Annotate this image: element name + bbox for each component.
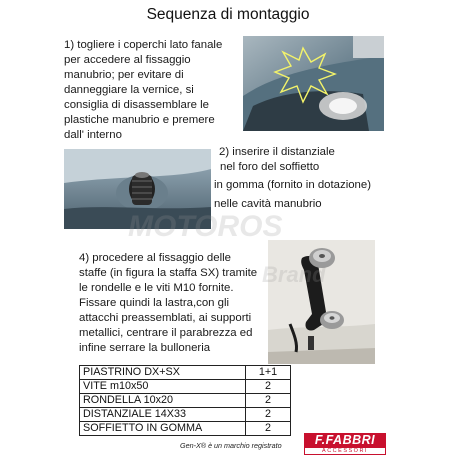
table-row xyxy=(80,366,291,380)
step1-photo xyxy=(243,36,384,131)
part-qty: 2 xyxy=(246,380,291,394)
table-row xyxy=(80,408,291,422)
step2-line: in gomma (fornito in dotazione) xyxy=(214,179,372,191)
part-name: DISTANZIALE 14X33 xyxy=(80,408,246,422)
part-qty: 2 xyxy=(246,422,291,436)
step1-line: plastiche manubrio e premere xyxy=(64,114,215,126)
table-row xyxy=(80,394,291,408)
watermark-line1: MOTOROS xyxy=(128,210,283,243)
page-title: Sequenza di montaggio xyxy=(146,6,310,23)
step2-line: nelle cavità manubrio xyxy=(214,197,322,210)
step4-photo xyxy=(268,240,375,364)
part-name: VITE m10x50 xyxy=(80,380,246,394)
logo-brand: F.FABBRI xyxy=(314,433,376,447)
step1-line: 1) togliere i coperchi lato fanale xyxy=(64,39,223,51)
step4-line: Fissare quindi la lastra,con gli xyxy=(79,297,230,309)
step1-line: dall' interno xyxy=(64,129,122,141)
step4-line: infine serrare la bulloneria xyxy=(79,342,211,354)
part-name: RONDELLA 10x20 xyxy=(80,394,246,408)
step2-text xyxy=(214,145,372,211)
fabbri-logo xyxy=(304,433,386,455)
part-name: PIASTRINO DX+SX xyxy=(80,366,246,380)
table-row xyxy=(80,380,291,394)
table-row xyxy=(80,422,291,436)
part-qty: 2 xyxy=(246,394,291,408)
part-name: SOFFIETTO IN GOMMA xyxy=(80,422,246,436)
step2-line: 2) inserire il distanziale xyxy=(219,146,335,158)
step1-text xyxy=(64,38,222,143)
trademark-note: Gen-X® è un marchio registrato xyxy=(180,441,282,450)
watermark-line2: Brand xyxy=(262,262,326,287)
step1-line: per accedere al fissaggio xyxy=(64,54,191,66)
step4-line: staffe (in figura la staffa SX) tramite xyxy=(79,267,258,279)
step4-line: le rondelle e le viti M10 fornite. xyxy=(79,282,234,294)
part-qty: 2 xyxy=(246,408,291,422)
step4-line: 4) procedere al fissaggio delle xyxy=(79,252,231,264)
part-qty: 1+1 xyxy=(246,366,291,380)
step4-text xyxy=(79,251,257,356)
step4-line: attacchi preassemblati, ai supporti xyxy=(79,312,252,324)
step4-line: metallici, centrare il parabrezza ed xyxy=(79,327,253,339)
step1-line: manubrio; per evitare di xyxy=(64,69,184,81)
step2-line: nel foro del soffietto xyxy=(220,160,320,173)
step1-line: consiglia di disassemblare le xyxy=(64,99,209,111)
parts-table xyxy=(79,365,291,436)
step1-line: danneggiare la vernice, si xyxy=(64,84,194,96)
logo-sub: ACCESSORI xyxy=(305,448,385,454)
